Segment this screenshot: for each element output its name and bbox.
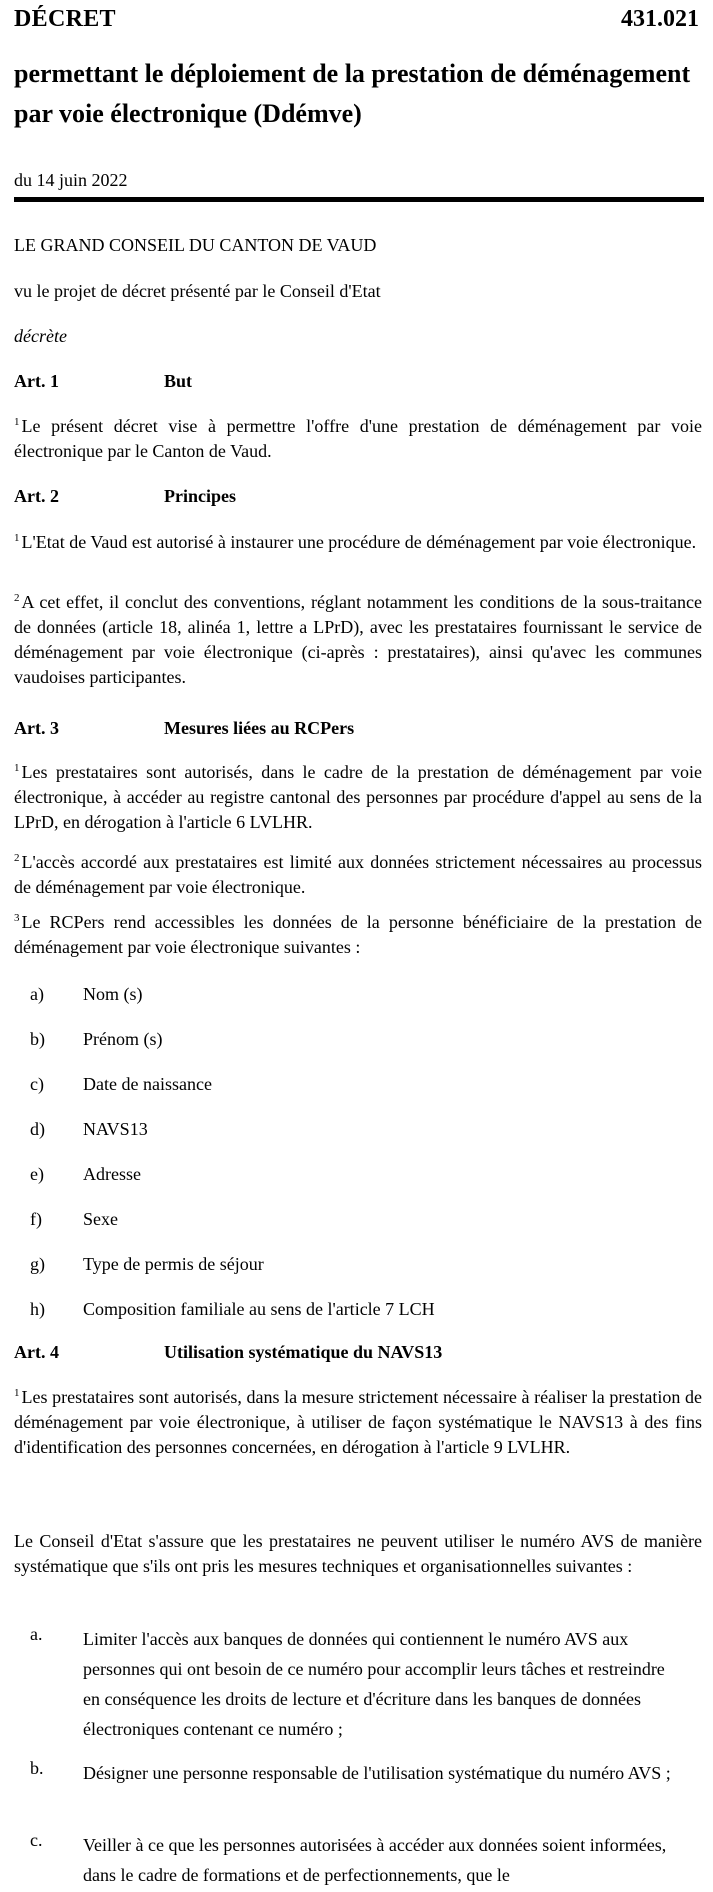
doc-number: 431.021: [621, 6, 699, 32]
art2-paragraph-1: [14, 530, 702, 555]
doc-type: DÉCRET: [14, 6, 116, 32]
paragraph-number: 2: [14, 852, 20, 864]
list-item-text: Date de naissance: [83, 1074, 212, 1094]
measure-text: Limiter l'accès aux banques de données qui contiennent le numéro AVS aux personnes qui ont besoin de ce numéro pour accomplir leurs tâches et restreindre en conséquence les droits de lecture et d'écriture dans les banques de données électroniques contenant ce numéro ;: [83, 1629, 665, 1739]
art4-paragraph-1: [14, 1385, 702, 1460]
list-item-label: f): [30, 1209, 42, 1229]
paragraph-number: 1: [14, 532, 20, 544]
measure-label: a.: [30, 1624, 43, 1644]
measure-text: Veiller à ce que les personnes autorisées à accéder aux données soient informées, dans le cadre de formations et de perfectionnements, que le: [83, 1835, 667, 1885]
list-item-label: d): [30, 1119, 45, 1139]
art1-paragraph-1: [14, 414, 702, 464]
list-item-text: Type de permis de séjour: [83, 1254, 264, 1274]
paragraph-number: 1: [14, 416, 20, 428]
considering: vu le projet de décret présenté par le Conseil d'Etat: [14, 281, 381, 301]
paragraph-text: Le RCPers rend accessibles les données de la personne bénéficiaire de la prestation de déménagement par voie électronique suivantes :: [14, 912, 702, 957]
list-item-text: NAVS13: [83, 1119, 148, 1139]
paragraph-number: 2: [14, 592, 20, 604]
authority: LE GRAND CONSEIL DU CANTON DE VAUD: [14, 235, 377, 255]
art3-label: Art. 3: [14, 718, 59, 738]
list-item-label: a): [30, 984, 44, 1004]
art1-label: Art. 1: [14, 371, 59, 391]
art3-paragraph-2: [14, 850, 702, 900]
paragraph-number: 3: [14, 912, 20, 924]
art4-title: Utilisation systématique du NAVS13: [164, 1342, 443, 1362]
paragraph-text: Les prestataires sont autorisés, dans le cadre de la prestation de déménagement par voie électronique, à accéder au registre cantonal des personnes par procédure d'appel au sens de la LPrD, en dérogation à l'article 6 LVLHR.: [14, 762, 702, 832]
list-item-text: Composition familiale au sens de l'article 7 LCH: [83, 1299, 435, 1319]
art3-paragraph-3: [14, 910, 702, 960]
list-item-text: Adresse: [83, 1164, 141, 1184]
list-item-text: Nom (s): [83, 984, 143, 1004]
decrees: décrète: [14, 326, 67, 346]
paragraph-number: 1: [14, 762, 20, 774]
list-item-label: b): [30, 1029, 45, 1049]
art3-paragraph-1: [14, 760, 702, 835]
paragraph-text: Les prestataires sont autorisés, dans la mesure strictement nécessaire à réaliser la prestation de déménagement par voie électronique, à utiliser de façon systématique le NAVS13 à des fins d'identification des personnes concernées, en dérogation à l'article 9 LVLHR.: [14, 1387, 702, 1457]
list-item-label: c): [30, 1074, 44, 1094]
art4-label: Art. 4: [14, 1342, 59, 1362]
measure-label: b.: [30, 1758, 44, 1778]
measure-text: Désigner une personne responsable de l'utilisation systématique du numéro AVS ;: [83, 1763, 671, 1783]
doc-date: du 14 juin 2022: [14, 170, 128, 190]
list-item-label: h): [30, 1299, 45, 1319]
art2-paragraph-2: [14, 590, 702, 690]
paragraph-text: L'Etat de Vaud est autorisé à instaurer une procédure de déménagement par voie électronique.: [21, 532, 697, 552]
list-item-text: Prénom (s): [83, 1029, 163, 1049]
art3-title: Mesures liées au RCPers: [164, 718, 355, 738]
art4-paragraph-2: Le Conseil d'Etat s'assure que les prestataires ne peuvent utiliser le numéro AVS de manière systématique que s'ils ont pris les mesures techniques et organisationnelles suivantes :: [14, 1531, 702, 1576]
paragraph-text: Le présent décret vise à permettre l'offre d'une prestation de déménagement par voie électronique par le Canton de Vaud.: [14, 416, 702, 461]
list-item-text: Sexe: [83, 1209, 118, 1229]
header-rule: [14, 197, 704, 202]
list-item-label: g): [30, 1254, 45, 1274]
paragraph-text: L'accès accordé aux prestataires est limité aux données strictement nécessaires au processus de déménagement par voie électronique.: [14, 852, 702, 897]
art1-title: But: [164, 371, 193, 391]
measure-label: c.: [30, 1830, 43, 1850]
doc-title: permettant le déploiement de la prestation de déménagement par voie électronique (Ddémve): [14, 59, 691, 128]
paragraph-number: 1: [14, 1387, 20, 1399]
art2-label: Art. 2: [14, 486, 59, 506]
list-item-label: e): [30, 1164, 44, 1184]
paragraph-text: A cet effet, il conclut des conventions, réglant notamment les conditions de la sous-traitance de données (article 18, alinéa 1, lettre a LPrD), avec les prestataires fournissant le service de déménagement par voie électronique (ci-après : prestataires), ainsi qu'avec les communes vaudoises participantes.: [14, 592, 702, 687]
art2-title: Principes: [164, 486, 236, 506]
